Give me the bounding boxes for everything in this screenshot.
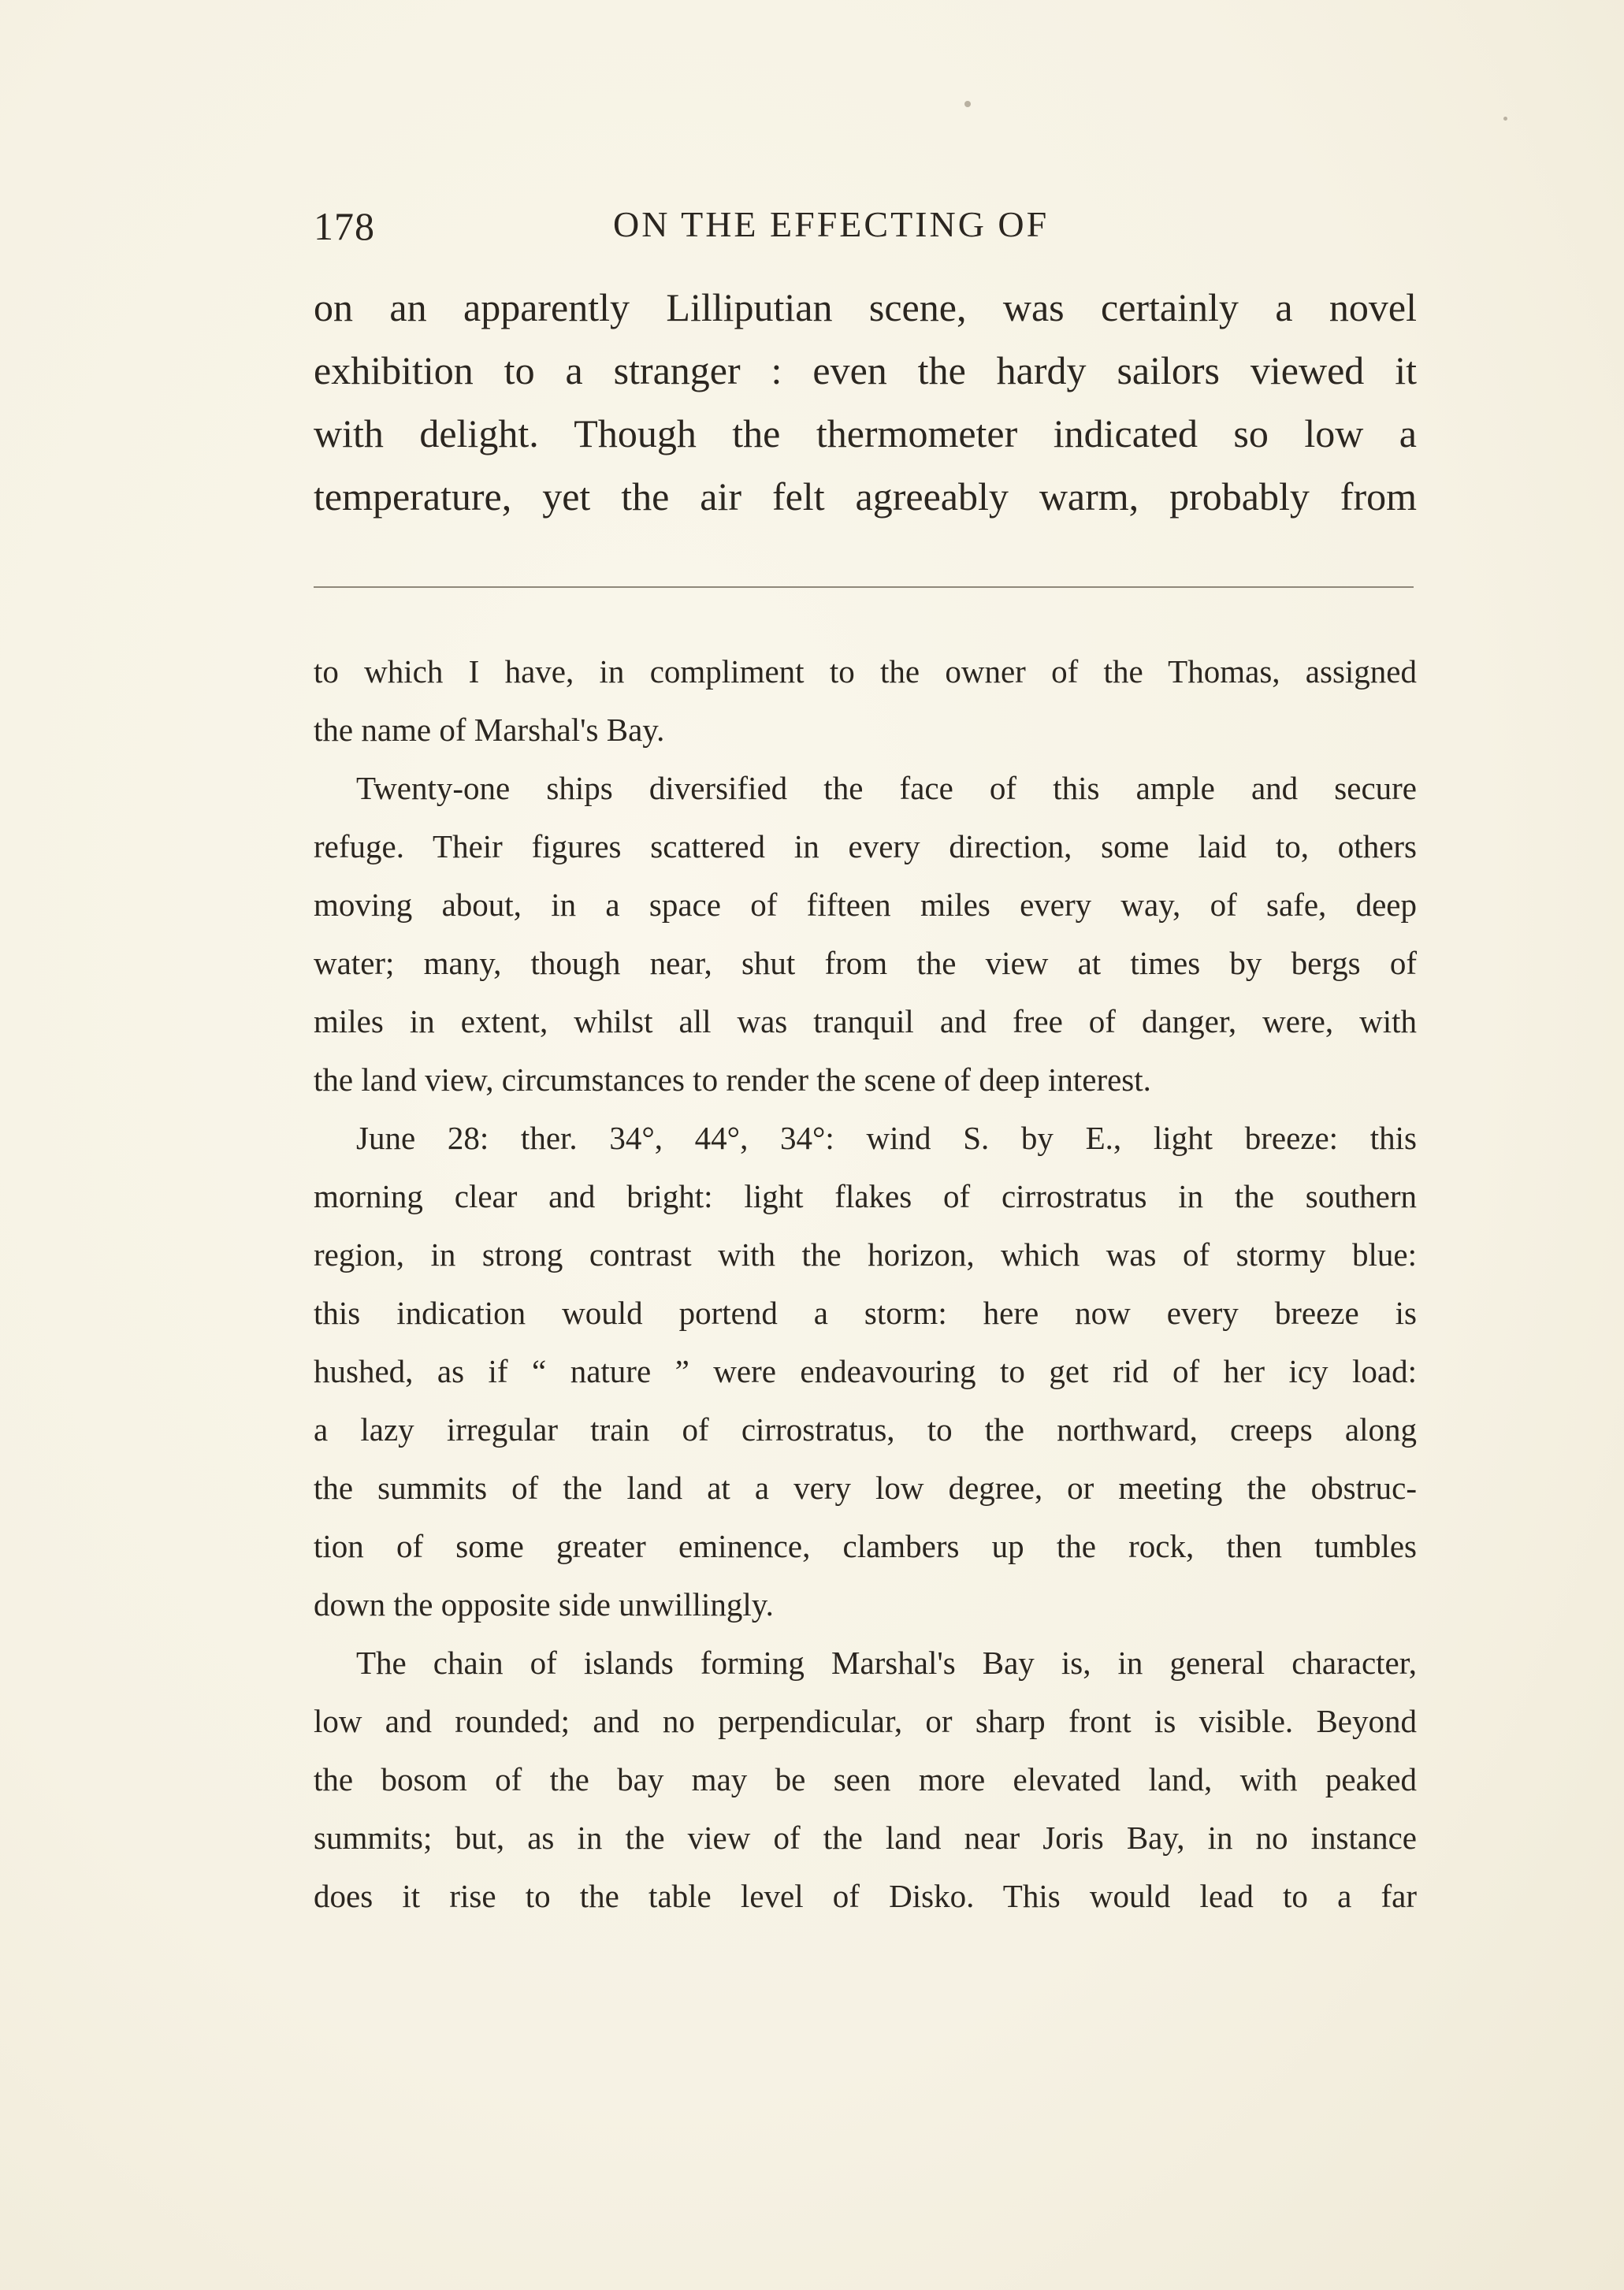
paper-speck [964,101,971,107]
text-line: with delight. Though the thermometer indicated so low a [314,411,1417,455]
upper-paragraph [314,276,1417,528]
text-line: the summits of the land at a very low degree, or meeting the obstruc- [314,1470,1417,1506]
separator-rule [314,586,1414,588]
text-line: exhibition to a stranger : even the hardy sailors viewed it [314,348,1417,392]
lower-text [314,642,1417,1925]
text-line: down the opposite side unwillingly. [314,1586,774,1623]
text-line: the bosom of the bay may be seen more elevated land, with peaked [314,1761,1417,1797]
paper-speck [1503,117,1507,121]
text-line: June 28: ther. 34°, 44°, 34°: wind S. by E., light breeze: this [356,1120,1417,1156]
text-line: summits; but, as in the view of the land near Joris Bay, in no instance [314,1820,1417,1856]
text-line: does it rise to the table level of Disko. This would lead to a far [314,1878,1417,1914]
text-line: the name of Marshal's Bay. [314,712,665,748]
text-line: temperature, yet the air felt agreeably warm, probably from [314,474,1417,519]
text-line: moving about, in a space of fifteen miles every way, of safe, deep [314,887,1417,923]
text-line: the land view, circumstances to render the scene of deep interest. [314,1061,1151,1098]
text-line: refuge. Their figures scattered in every direction, some laid to, others [314,828,1417,864]
text-line: to which I have, in compliment to the owner of the Thomas, assigned [314,653,1417,690]
text-line: water; many, though near, shut from the view at times by bergs of [314,945,1417,981]
page-number: 178 [314,204,375,248]
text-line: miles in extent, whilst all was tranquil and free of danger, were, with [314,1003,1417,1039]
running-head: ON THE EFFECTING OF [613,204,1050,244]
text-line: a lazy irregular train of cirrostratus, to the northward, creeps along [314,1411,1417,1448]
text-line: low and rounded; and no perpendicular, or sharp front is visible. Beyond [314,1703,1417,1739]
page-header [314,189,1417,260]
text-line: hushed, as if “ nature ” were endeavouring to get rid of her icy load: [314,1353,1417,1389]
text-line: The chain of islands forming Marshal's Bay is, in general character, [356,1645,1417,1681]
text-line: Twenty-one ships diversified the face of this ample and secure [356,770,1417,806]
text-line: on an apparently Lilliputian scene, was certainly a novel [314,285,1417,329]
text-line: region, in strong contrast with the horizon, which was of stormy blue: [314,1236,1417,1273]
text-line: this indication would portend a storm: here now every breeze is [314,1295,1417,1331]
text-line: tion of some greater eminence, clambers up the rock, then tumbles [314,1528,1417,1564]
text-line: morning clear and bright: light flakes of cirrostratus in the southern [314,1178,1417,1214]
